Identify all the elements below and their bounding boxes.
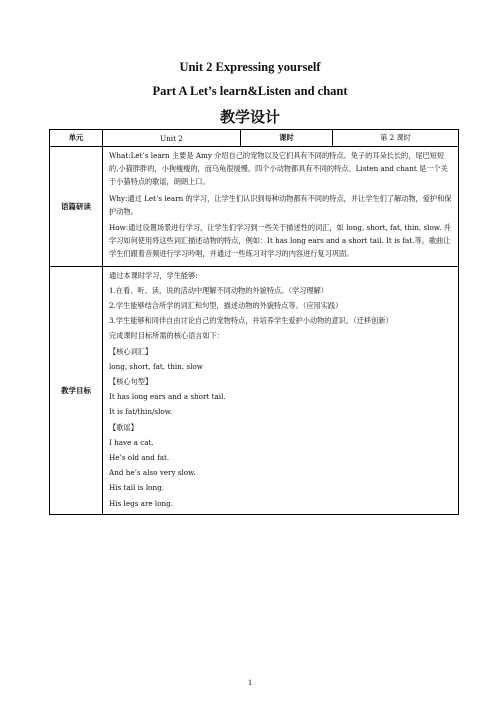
core-vocab-heading: 【核心词汇】 (109, 346, 153, 356)
core-sentence: It has long ears and a short tail. (109, 392, 226, 402)
page-number: 1 (248, 678, 252, 687)
objective-line: 完成课时目标所需的核心语言如下： (109, 331, 225, 341)
unit-title: Unit 2 Expressing yourself (179, 60, 321, 74)
chant-line: I have a cat. (109, 437, 154, 447)
objective-line: 2.学生能够结合所学的词汇和句型，描述动物的外貌特点等。（应用实践） (109, 301, 343, 311)
lesson-value: 第 2 课时 (333, 130, 459, 147)
part-title: Part A Let’s learn&Listen and chant (152, 84, 348, 98)
objective-line: 3.学生能够和同伴自由讨论自己的宠物特点，并培养学生爱护小动物的意识。（迁移创新） (109, 316, 393, 326)
design-title: 教学设计 (219, 108, 280, 126)
analysis-what: What:Let’s learn 主要是 Amy 介绍自己的宠物以及它们具有不同的特点。兔子的耳朵长长的，尾巴短短的,小猫胖胖的，小狗瘦瘦的，而乌龟很缓慢。四个小动物都具有不同的特点。Listen and chant 是一个关于小猫特点的歌谣，朗朗上口。 (109, 151, 448, 187)
analysis-row (50, 147, 459, 267)
chant-line: He’s old and fat. (109, 453, 170, 463)
lesson-label: 课时 (241, 130, 333, 147)
objectives-row (50, 266, 459, 514)
objectives-label: 教学目标 (50, 266, 103, 514)
core-vocab: long, short, fat, thin, slow (109, 361, 203, 371)
chant-line: His legs are long. (109, 498, 174, 508)
chant-line: His tail is long. (109, 483, 165, 493)
chant-line: And he’s also very slow. (109, 468, 196, 478)
analysis-how: How:通过设置场景进行学习，让学生们学习到一些关于描述性的词汇，如 long, short, fat, thin, slow. 并学习如何使用将这些词汇描述动物的特点，例如：It has long ears and a short tail. It is fat.等。歌曲让学生们跟着音频进行学习吟唱，并通过一些练习对学习的内容进行复习巩固。 (109, 223, 451, 259)
unit-label: 单元 (50, 130, 103, 147)
analysis-content (103, 147, 459, 267)
analysis-why: Why:通过 Let’s learn 的学习，让学生们认识到每种动物都有不同的特点，并让学生们了解动物，爱护和保护动物。 (109, 193, 452, 216)
lesson-plan-table (49, 129, 459, 515)
objective-line: 通过本课时学习，学生能够: (109, 270, 198, 280)
analysis-label: 语篇研读 (50, 147, 103, 267)
header-row (50, 130, 459, 147)
core-sentence: It is fat/thin/slow. (109, 407, 173, 417)
objectives-content (103, 266, 459, 514)
objective-line: 1.在看、听、读、说的活动中理解不同动物的外貌特点。（学习理解） (109, 285, 328, 295)
chant-heading: 【歌谣】 (109, 422, 138, 432)
unit-value: Unit 2 (103, 130, 241, 147)
core-sentence-heading: 【核心句型】 (109, 377, 153, 387)
